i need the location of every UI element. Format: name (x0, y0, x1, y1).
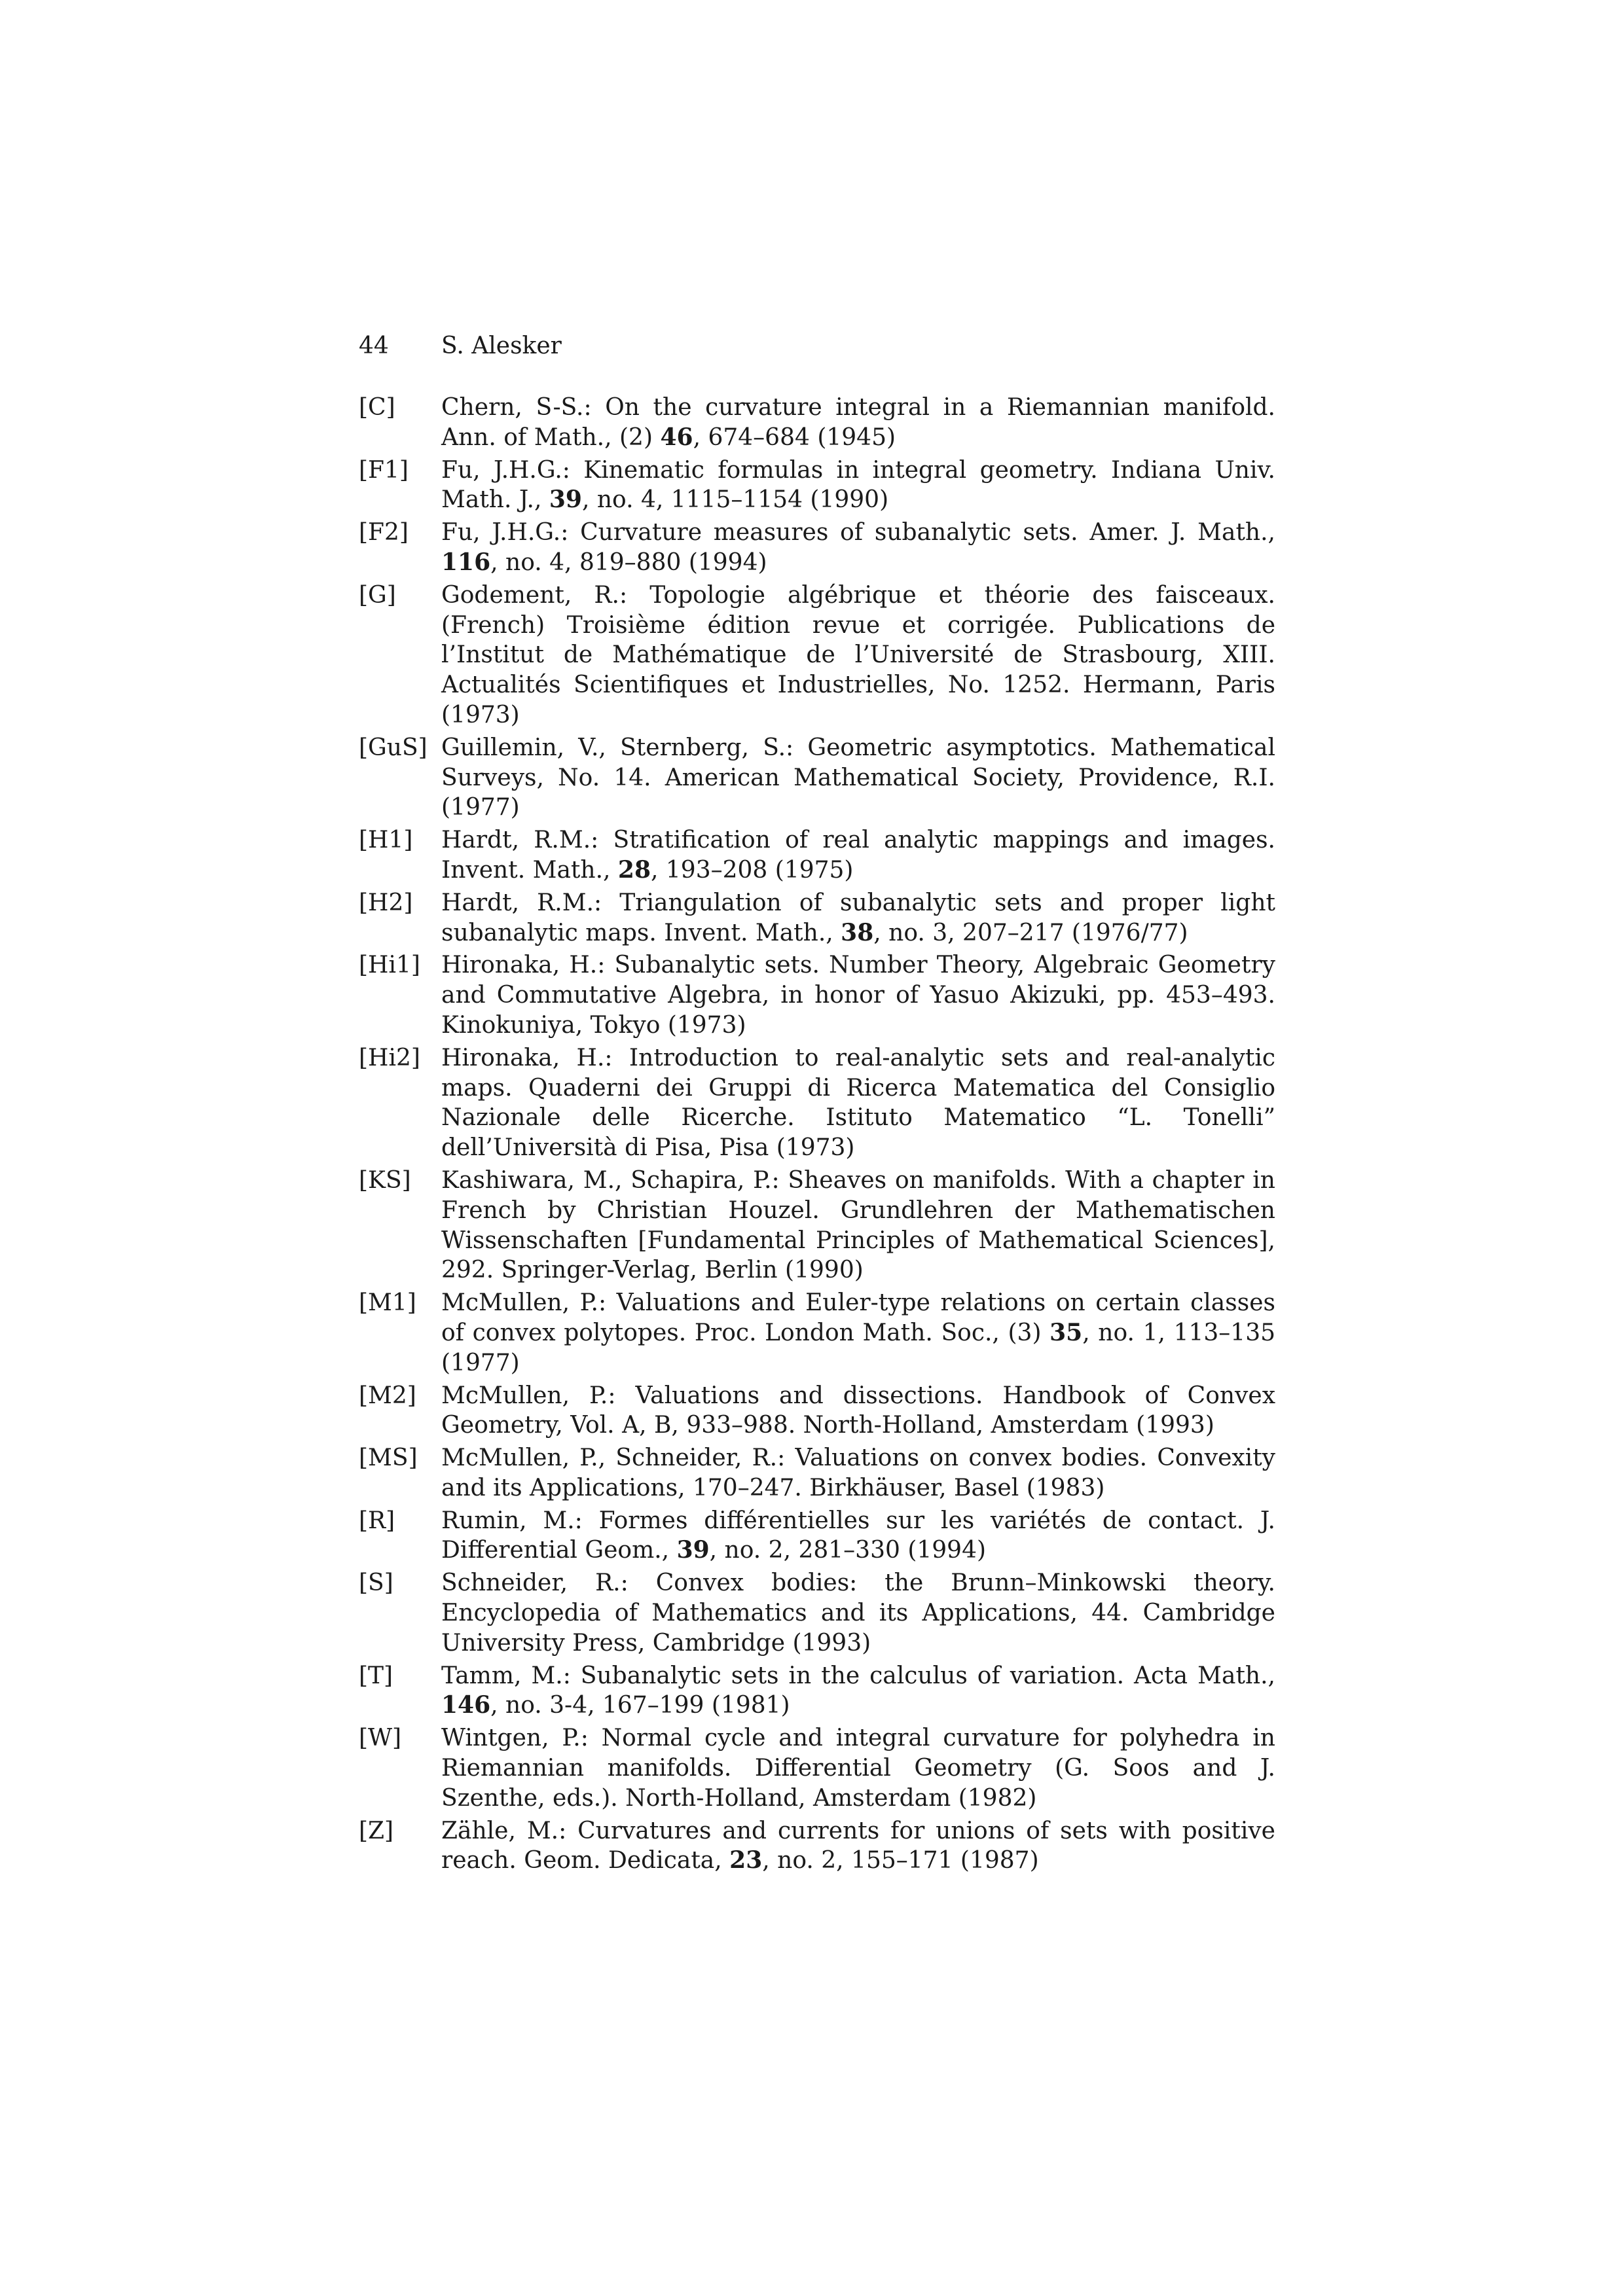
reference-text: Guillemin, V., Sternberg, S.: Geometric asymptotics. Mathematical Surveys, No. 14. American Mathematical Society, Providence, R.I. (1977) (441, 734, 1275, 821)
reference-entry (359, 733, 1275, 823)
reference-text: Tamm, M.: Subanalytic sets in the calculus of variation. Acta Math., 146, no. 3-4, 167–199 (1981) (441, 1662, 1275, 1719)
reference-text: Fu, J.H.G.: Kinematic formulas in integral geometry. Indiana Univ. Math. J., 39, no. 4, 1115–1154 (1990) (441, 456, 1275, 514)
volume-number: 35 (1049, 1318, 1083, 1346)
reference-key: [M2] (359, 1382, 416, 1409)
reference-text: McMullen, P.: Valuations and dissections. Handbook of Convex Geometry, Vol. A, B, 933–988. North-Holland, Amsterdam (1993) (441, 1382, 1275, 1439)
reference-text: Kashiwara, M., Schapira, P.: Sheaves on manifolds. With a chapter in French by Christian Houzel. Grundlehren der Mathematischen Wissenschaften [Fundamental Principles of Mathematical Sciences], 292. Springer-Verlag, Berlin (1990) (441, 1166, 1275, 1284)
reference-entry (359, 888, 1275, 948)
volume-number: 23 (729, 1846, 763, 1874)
reference-entry (359, 1568, 1275, 1658)
reference-key: [H2] (359, 889, 413, 916)
page-number: 44 (359, 332, 389, 359)
reference-entry (359, 456, 1275, 516)
volume-number: 46 (660, 423, 693, 451)
reference-text: Hardt, R.M.: Triangulation of subanalytic sets and proper light subanalytic maps. Invent. Math., 38, no. 3, 207–217 (1976/77) (441, 889, 1275, 946)
reference-key: [GuS] (359, 734, 428, 761)
reference-entry (359, 1816, 1275, 1876)
reference-key: [S] (359, 1570, 393, 1597)
reference-key: [C] (359, 394, 395, 421)
reference-text: Hironaka, H.: Introduction to real-analytic sets and real-analytic maps. Quaderni dei Gruppi di Ricerca Matematica del Consiglio Nazionale delle Ricerche. Istituto Matematico “L. Tonelli” dell’Università di Pisa, Pisa (1973) (441, 1044, 1275, 1162)
reference-entry (359, 1506, 1275, 1566)
volume-number: 28 (617, 855, 651, 884)
reference-entry (359, 1288, 1275, 1378)
reference-key: [Hi1] (359, 952, 420, 979)
reference-text: Wintgen, P.: Normal cycle and integral curvature for polyhedra in Riemannian manifolds. Differential Geometry (G. Soos and J. Szenthe, eds.). North-Holland, Amsterdam (1982) (441, 1725, 1275, 1812)
reference-entry (359, 1166, 1275, 1285)
reference-text: Chern, S-S.: On the curvature integral in a Riemannian manifold. Ann. of Math., (2) 46, 674–684 (1945) (441, 394, 1275, 451)
reference-key: [H1] (359, 827, 413, 854)
reference-text: Hironaka, H.: Subanalytic sets. Number Theory, Algebraic Geometry and Commutative Algebra, in honor of Yasuo Akizuki, pp. 453–493. Kinokuniya, Tokyo (1973) (441, 952, 1275, 1039)
running-author: S. Alesker (441, 332, 562, 359)
reference-text: McMullen, P., Schneider, R.: Valuations on convex bodies. Convexity and its Applications, 170–247. Birkhäuser, Basel (1983) (441, 1444, 1275, 1501)
reference-entry (359, 1043, 1275, 1163)
reference-key: [W] (359, 1725, 402, 1752)
reference-text: Zähle, M.: Curvatures and currents for unions of sets with positive reach. Geom. Dedicata, 23, no. 2, 155–171 (1987) (441, 1817, 1275, 1874)
reference-entry (359, 581, 1275, 730)
volume-number: 39 (549, 486, 582, 514)
reference-text: Fu, J.H.G.: Curvature measures of subanalytic sets. Amer. J. Math., 116, no. 4, 819–880 (1994) (441, 519, 1275, 576)
reference-text: McMullen, P.: Valuations and Euler-type relations on certain classes of convex polytopes. Proc. London Math. Soc., (3) 35, no. 1, 113–135 (1977) (441, 1289, 1275, 1376)
reference-text: Rumin, M.: Formes différentielles sur les variétés de contact. J. Differential Geom., 39, no. 2, 281–330 (1994) (441, 1507, 1275, 1564)
reference-key: [MS] (359, 1444, 418, 1472)
reference-text: Hardt, R.M.: Stratification of real analytic mappings and images. Invent. Math., 28, 193–208 (1975) (441, 827, 1275, 884)
volume-number: 146 (441, 1691, 491, 1719)
volume-number: 116 (441, 548, 491, 576)
reference-key: [Hi2] (359, 1044, 420, 1071)
reference-entry (359, 950, 1275, 1040)
reference-key: [T] (359, 1662, 393, 1689)
reference-entry (359, 518, 1275, 578)
reference-key: [R] (359, 1507, 395, 1534)
reference-entry (359, 825, 1275, 886)
reference-key: [KS] (359, 1166, 411, 1194)
reference-key: [F2] (359, 519, 409, 547)
reference-entry (359, 1723, 1275, 1813)
volume-number: 39 (676, 1536, 710, 1564)
reference-list (359, 393, 1275, 1878)
reference-entry (359, 1443, 1275, 1503)
reference-text: Godement, R.: Topologie algébrique et théorie des faisceaux. (French) Troisième édition revue et corrigée. Publications de l’Institut de Mathématique de l’Université de Strasbourg, XIII. Actualités Scientifiques et Industrielles, No. 1252. Hermann, Paris (1973) (441, 581, 1275, 728)
reference-entry (359, 1661, 1275, 1721)
reference-text: Schneider, R.: Convex bodies: the Brunn–Minkowski theory. Encyclopedia of Mathematics and its Applications, 44. Cambridge University Press, Cambridge (1993) (441, 1570, 1275, 1657)
reference-key: [F1] (359, 456, 409, 484)
volume-number: 38 (841, 918, 874, 946)
reference-entry (359, 393, 1275, 453)
running-header (359, 331, 562, 362)
reference-key: [G] (359, 581, 396, 609)
reference-key: [M1] (359, 1289, 416, 1317)
reference-entry (359, 1381, 1275, 1441)
reference-key: [Z] (359, 1817, 394, 1844)
